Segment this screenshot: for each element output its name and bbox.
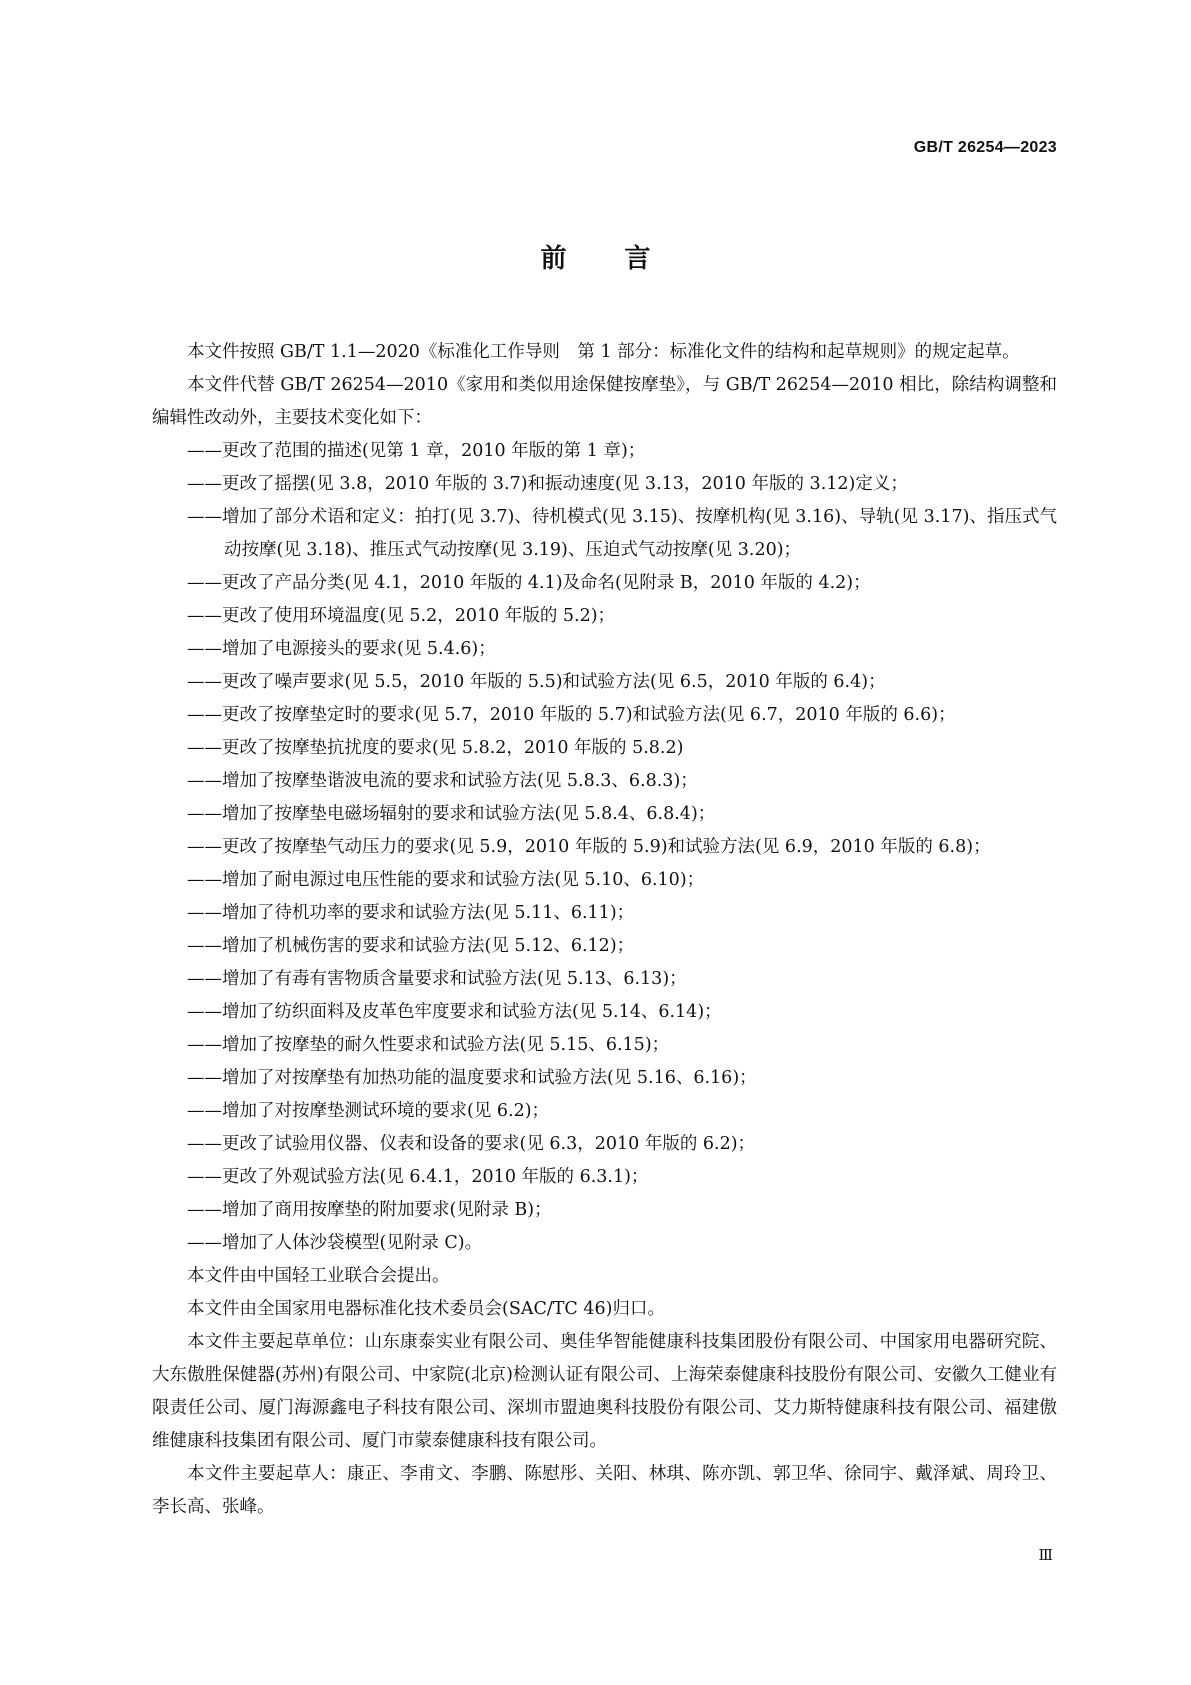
intro-paragraph: 本文件代替 GB/T 26254—2010《家用和类似用途保健按摩垫》，与 GB/T 26254—2010 相比，除结构调整和编辑性改动外，主要技术变化如下： xyxy=(152,375,1057,428)
list-item: ——增加了部分术语和定义：拍打(见 3.7)、待机模式(见 3.15)、按摩机构(见 3.16)、导轨(见 3.17)、指压式气动按摩(见 3.18)、推压式气动按摩(见 3.19)、压迫式气动按摩(见 3.20)； xyxy=(187,507,1057,560)
page-title: 前言 xyxy=(540,244,709,274)
list-item: ——更改了产品分类(见 4.1，2010 年版的 4.1)及命名(见附录 B，2010 年版的 4.2)； xyxy=(187,573,871,593)
list-item: ——增加了按摩垫谐波电流的要求和试验方法(见 5.8.3、6.8.3)； xyxy=(187,771,698,791)
list-item: ——增加了电源接头的要求(见 5.4.6)； xyxy=(187,639,496,659)
standard-number: GB/T 26254—2023 xyxy=(913,139,1057,156)
list-item: ——增加了人体沙袋模型(见附录 C)。 xyxy=(187,1233,483,1253)
list-item: ——增加了待机功率的要求和试验方法(见 5.11、6.11)； xyxy=(187,903,635,923)
list-item: ——更改了使用环境温度(见 5.2，2010 年版的 5.2)； xyxy=(187,606,616,626)
page-number: Ⅲ xyxy=(1038,1546,1053,1564)
drafters-paragraph: 本文件主要起草人：康正、李甫文、李鹏、陈慰彤、关阳、林琪、陈亦凯、郭卫华、徐同宇、戴泽斌、周玲卫、李长高、张峰。 xyxy=(152,1464,1057,1517)
list-item: ——增加了有毒有害物质含量要求和试验方法(见 5.13、6.13)； xyxy=(187,969,687,989)
list-item: ——更改了按摩垫定时的要求(见 5.7，2010 年版的 5.7)和试验方法(见 6.7，2010 年版的 6.6)； xyxy=(187,705,956,725)
list-item: ——增加了按摩垫的耐久性要求和试验方法(见 5.15、6.15)； xyxy=(187,1035,670,1055)
list-item: ——增加了商用按摩垫的附加要求(见附录 B)； xyxy=(187,1200,552,1220)
list-item: ——更改了噪声要求(见 5.5，2010 年版的 5.5)和试验方法(见 6.5，2010 年版的 6.4)； xyxy=(187,672,886,692)
list-item: ——更改了按摩垫气动压力的要求(见 5.9，2010 年版的 5.9)和试验方法(见 6.9，2010 年版的 6.8)； xyxy=(187,837,991,857)
list-item: ——更改了按摩垫抗扰度的要求(见 5.8.2，2010 年版的 5.8.2) xyxy=(187,738,684,758)
list-item: ——更改了范围的描述(见第 1 章，2010 年版的第 1 章)； xyxy=(187,441,646,461)
list-item: ——增加了按摩垫电磁场辐射的要求和试验方法(见 5.8.4、6.8.4)； xyxy=(187,804,716,824)
list-item: ——更改了摇摆(见 3.8，2010 年版的 3.7)和振动速度(见 3.13，2010 年版的 3.12)定义； xyxy=(187,474,908,494)
committee-paragraph: 本文件由全国家用电器标准化技术委员会(SAC/TC 46)归口。 xyxy=(187,1299,665,1319)
list-item: ——更改了试验用仪器、仪表和设备的要求(见 6.3，2010 年版的 6.2)； xyxy=(187,1134,756,1154)
drafting-units-paragraph: 本文件主要起草单位：山东康泰实业有限公司、奥佳华智能健康科技集团股份有限公司、中国家用电器研究院、大东傲胜保健器(苏州)有限公司、中家院(北京)检测认证有限公司、上海荣泰健康科技股份有限公司、安徽久工健业有限责任公司、厦门海源鑫电子科技有限公司、深圳市盟迪奥科技股份有限公司、艾力斯特健康科技有限公司、福建傲维健康科技集团有限公司、厦门市蒙泰健康科技有限公司。 xyxy=(152,1332,1057,1451)
proposer-paragraph: 本文件由中国轻工业联合会提出。 xyxy=(187,1266,450,1286)
foreword-body xyxy=(152,336,1057,1524)
technical-changes-list xyxy=(152,435,1057,1260)
list-item: ——增加了对按摩垫有加热功能的温度要求和试验方法(见 5.16、6.16)； xyxy=(187,1068,757,1088)
list-item: ——增加了机械伤害的要求和试验方法(见 5.12、6.12)； xyxy=(187,936,635,956)
intro-paragraph: 本文件按照 GB/T 1.1—2020《标准化工作导则 第 1 部分：标准化文件的结构和起草规则》的规定起草。 xyxy=(187,342,1020,362)
list-item: ——增加了纺织面料及皮革色牢度要求和试验方法(见 5.14、6.14)； xyxy=(187,1002,722,1022)
list-item: ——增加了耐电源过电压性能的要求和试验方法(见 5.10、6.10)； xyxy=(187,870,705,890)
list-item: ——更改了外观试验方法(见 6.4.1，2010 年版的 6.3.1)； xyxy=(187,1167,649,1187)
list-item: ——增加了对按摩垫测试环境的要求(见 6.2)； xyxy=(187,1101,550,1121)
